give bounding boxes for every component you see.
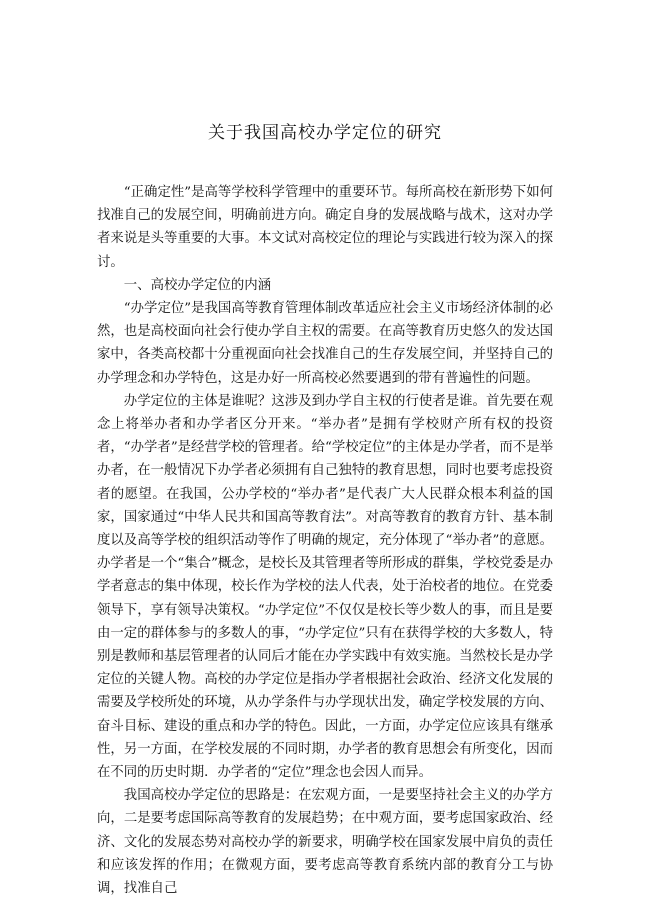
paragraph-intro: “正确定性”是高等学校科学管理中的重要环节。每所高校在新形势下如何找准自己的发展空间，明确前进方向。确定自身的发展战略与战术，这对办学者来说是头等重要的大事。本文试对高校定位的理论与实践进行较为深入的探讨。 xyxy=(97,185,553,270)
document-title: 关于我国高校办学定位的研究 xyxy=(208,123,442,143)
section-heading: 一、高校办学定位的内涵 xyxy=(123,277,272,293)
paragraph-subject: 办学定位的主体是谁呢？这涉及到办学自主权的行使者是谁。首先要在观念上将举办者和办学者区分开来。“举办者”是拥有学校财产所有权的投资者，“办学者”是经营学校的管理者。给“学校定位”的主体是办学者，而不是举办者，在一般情况下办学者必须拥有自己独特的教育思想，同时也要考虑投资者的愿望。在我国，公办学校的“举办者”是代表广大人民群众根本利益的国家，国家通过“中华人民共和国高等教育法”。对高等教育的教育方针、基本制度以及高等学校的组织活动等作了明确的规定，充分体现了“举办者”的意愿。办学者是一个“集合”概念，是校长及其管理者等所形成的群集，学校党委是办学者意志的集中体现，校长作为学校的法人代表，处于治校者的地位。在党委领导下，享有领导决策权。“办学定位”不仅仅是校长等少数人的事，而且是要由一定的群体参与的多数人的事，“办学定位”只有在获得学校的大多数人，特别是教师和基层管理者的认同后才能在办学实践中有效实施。当然校长是办学定位的关键人物。高校的办学定位是指办学者根据社会政治、经济文化发展的需要及学校所处的环境，从办学条件与办学现状出发，确定学校发展的方向、奋斗目标、建设的重点和办学的特色。因此，一方面，办学定位应该具有继承性，另一方面，在学校发展的不同时期，办学者的教育思想会有所变化，因而在不同的历史时期．办学者的“定位”理念也会因人而异。 xyxy=(97,393,553,781)
paragraph-definition: “办学定位”是我国高等教育管理体制改革适应社会主义市场经济体制的必然，也是高校面向社会行使办学自主权的需要。在高等教育历史悠久的发达国家中，各类高校都十分重视面向社会找准自己的生存发展空间，并坚持自己的办学理念和办学特色，这是办好一所高校必然要遇到的带有普遍性的问题。 xyxy=(97,301,553,386)
paragraph-approach: 我国高校办学定位的思路是：在宏观方面，一是要坚持社会主义的办学方向，二是要考虑国际高等教育的发展趋势；在中观方面，要考虑国家政治、经济、文化的发展态势对高校办学的新要求，明确学校在国家发展中肩负的责任和应该发挥的作用；在微观方面，要考虑高等教育系统内部的教育分工与协调，找准自己 xyxy=(97,788,553,897)
document-body xyxy=(97,181,553,900)
